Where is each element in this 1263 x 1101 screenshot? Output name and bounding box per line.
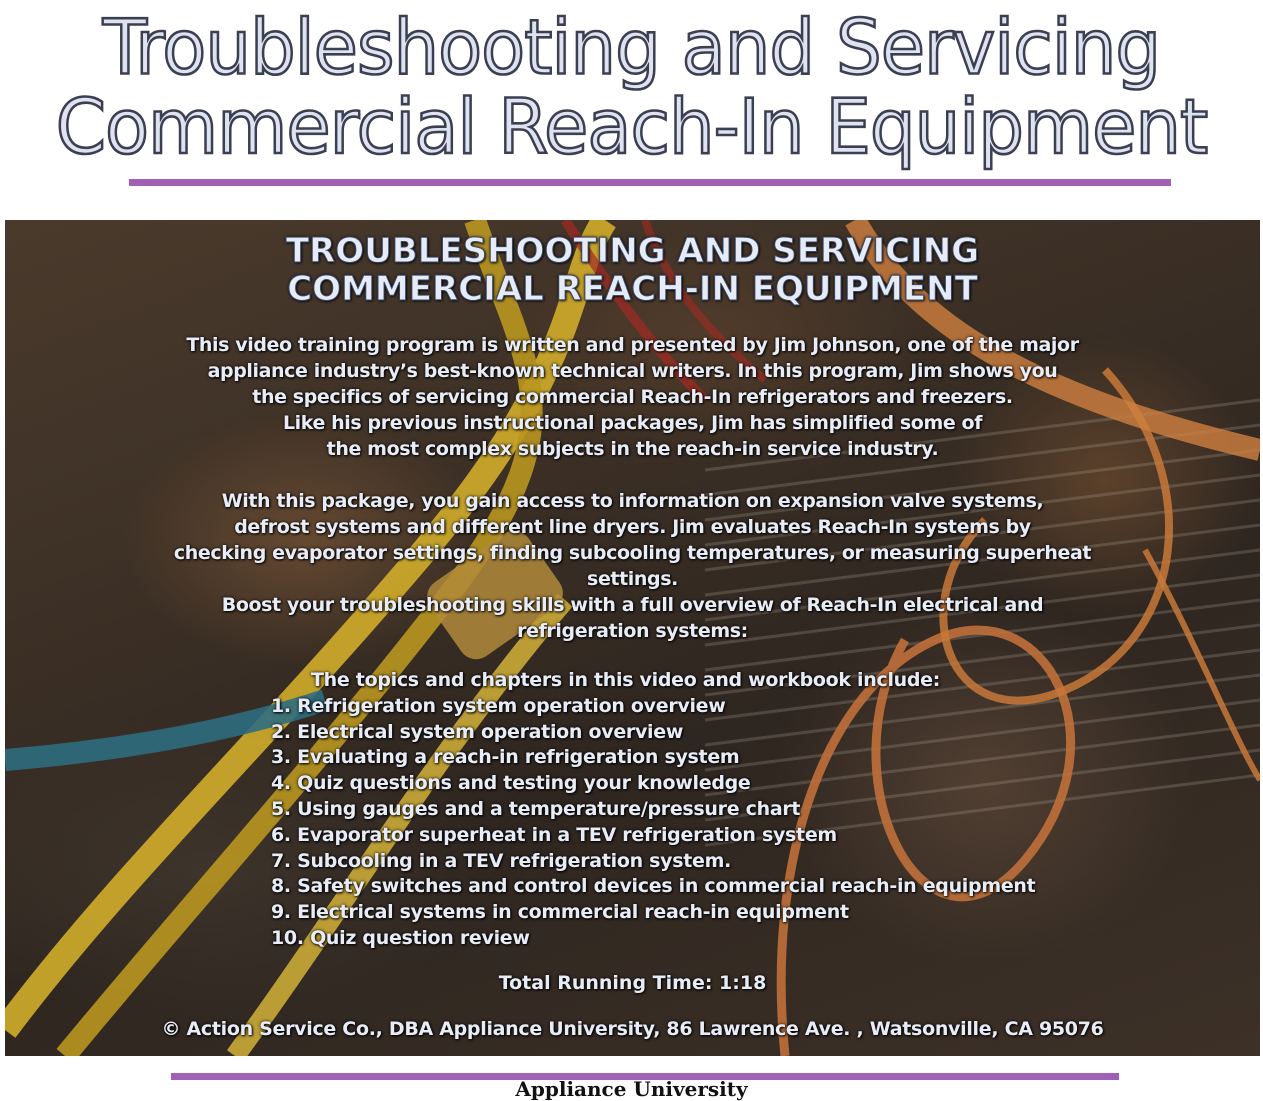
topic-item: 7. Subcooling in a TEV refrigeration system.: [271, 849, 732, 872]
panel-title-line2: COMMERCIAL REACH-IN EQUIPMENT: [287, 269, 978, 309]
intro-paragraph: [5, 332, 1260, 462]
intro-line: This video training program is written and presented by Jim Johnson, one of the major: [186, 334, 1079, 356]
topic-item: 10. Quiz question review: [271, 926, 530, 949]
panel-title-line1: TROUBLESHOOTING AND SERVICING: [285, 231, 980, 271]
topic-item: 5. Using gauges and a temperature/pressure chart: [271, 797, 801, 820]
intro-line: the most complex subjects in the reach-in service industry.: [326, 438, 939, 460]
intro-line: appliance industry’s best-known technical writers. In this program, Jim shows you: [207, 360, 1058, 382]
package-line: settings.: [587, 568, 678, 590]
running-time: Total Running Time: 1:18: [498, 972, 767, 994]
topic-item: 4. Quiz questions and testing your knowledge: [271, 772, 751, 795]
topic-item: 1. Refrigeration system operation overview: [271, 694, 726, 717]
package-line: refrigeration systems:: [517, 620, 748, 642]
topics-list: [271, 694, 1171, 952]
header-title-line1: Troubleshooting and Servicing: [102, 2, 1161, 92]
topic-item: 8. Safety switches and control devices in commercial reach-in equipment: [271, 875, 1036, 898]
topic-item: 9. Electrical systems in commercial reach-in equipment: [271, 901, 849, 924]
package-line: Boost your troubleshooting skills with a full overview of Reach-In electrical and: [221, 594, 1044, 616]
topics-section: [271, 668, 1171, 952]
package-line: With this package, you gain access to information on expansion valve systems,: [221, 490, 1044, 512]
topics-heading: The topics and chapters in this video and workbook include:: [311, 669, 941, 691]
package-paragraph: [5, 488, 1260, 644]
cover-panel: [5, 220, 1260, 1056]
topic-item: 3. Evaluating a reach-in refrigeration system: [271, 746, 740, 769]
package-line: defrost systems and different line dryers. Jim evaluates Reach-In systems by: [234, 516, 1031, 538]
top-divider: [129, 179, 1171, 186]
copyright-notice: © Action Service Co., DBA Appliance University, 86 Lawrence Ave. , Watsonville, CA 95076: [161, 1018, 1104, 1040]
package-line: checking evaporator settings, finding subcooling temperatures, or measuring superheat: [173, 542, 1092, 564]
intro-line: the specifics of servicing commercial Reach-In refrigerators and freezers.: [252, 386, 1013, 408]
intro-line: Like his previous instructional packages, Jim has simplified some of: [282, 412, 983, 434]
topic-item: 2. Electrical system operation overview: [271, 720, 684, 743]
topic-item: 6. Evaporator superheat in a TEV refrigeration system: [271, 823, 837, 846]
header-title-line2: Commercial Reach-In Equipment: [55, 82, 1208, 172]
footer-brand: Appliance University: [515, 1077, 748, 1101]
